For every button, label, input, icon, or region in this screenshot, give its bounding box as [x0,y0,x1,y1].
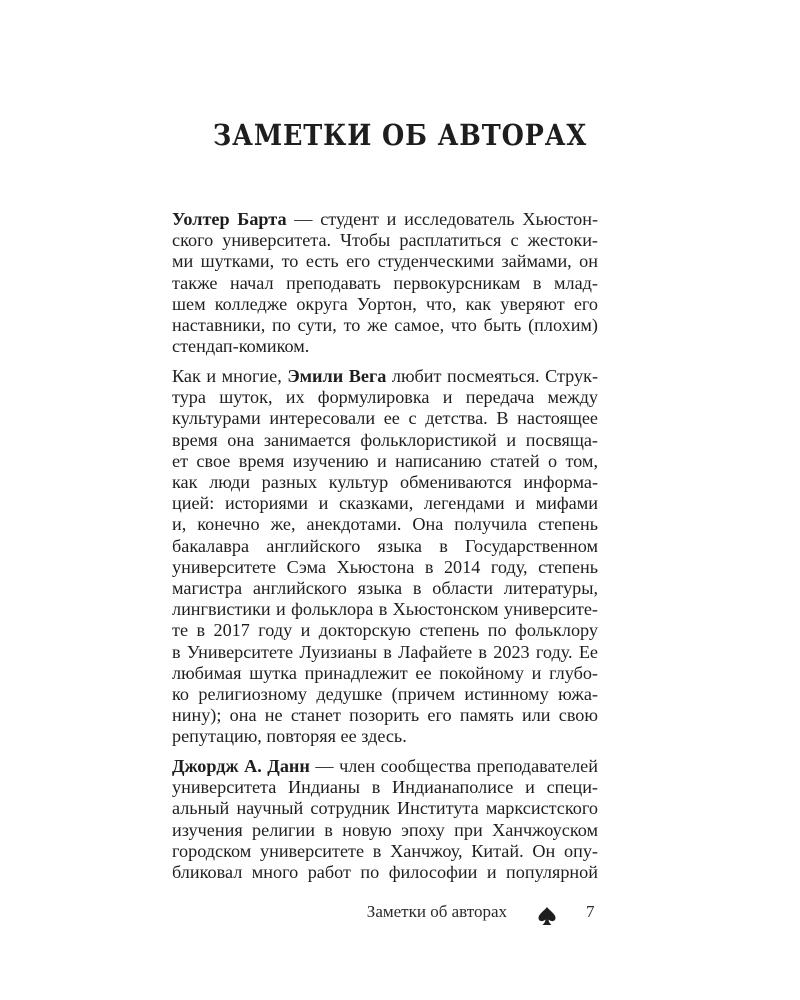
author-note-dunn: Джордж А. Данн — член сообщества преподавателей университета Индианы в Индианаполисе и специ- альный научный сотрудник Института марксистского изучения религии в новую эпоху при Ханчжоуском городском университете в Ханчжоу, Китай. Он опу- бликовал много работ по философии и популярной [172,756,598,883]
author-note-vega: Как и многие, Эмили Вега любит посмеяться. Струк- тура шуток, их формулировка и передача между культурами интересовали ее с детства. В настоящее время она занимается фольклористикой и посвяща- ет свое время изучению и написанию статей о том, как люди разных культур обмениваются информа- цией: историями и сказками, легендами и мифами и, конечно же, анекдотами. Она получила степень бакалавра английского языка в Государственном университете Сэма Хьюстона в 2014 году, степень магистра английского языка в области литературы, лингвистики и фольклора в Хьюстонском университе- те в 2017 году и докторскую степень по фольклору в Университете Луизианы в Лафайете в 2023 году. Ее любимая шутка принадлежит ее покойному и глубо- ко религиозному дедушке (причем истинному южа- нину); она не станет позорить его память или свою репутацию, повторяя ее здесь. [172,365,598,747]
page-title: ЗАМЕТКИ ОБ АВТОРАХ [212,118,588,152]
author-name: Уолтер Барта [172,209,287,229]
page-footer [0,902,800,926]
running-title: Заметки об авторах [366,902,507,921]
author-name: Эмили Вега [287,365,387,386]
author-notes [172,209,598,892]
author-name: Джордж А. Данн [172,756,310,777]
spade-icon [537,906,557,926]
page-number: 7 [586,902,595,921]
author-note-barta: Уолтер Барта — студент и исследователь Хьюстон- ского университета. Чтобы расплатиться с жестоки- ми шутками, то есть его студенческими займами, он также начал преподавать первокурсникам в млад- шем колледже округа Уортон, что, как уверяют его наставники, по сути, то же самое, что быть (плохим) стендап-комиком. [172,209,599,357]
